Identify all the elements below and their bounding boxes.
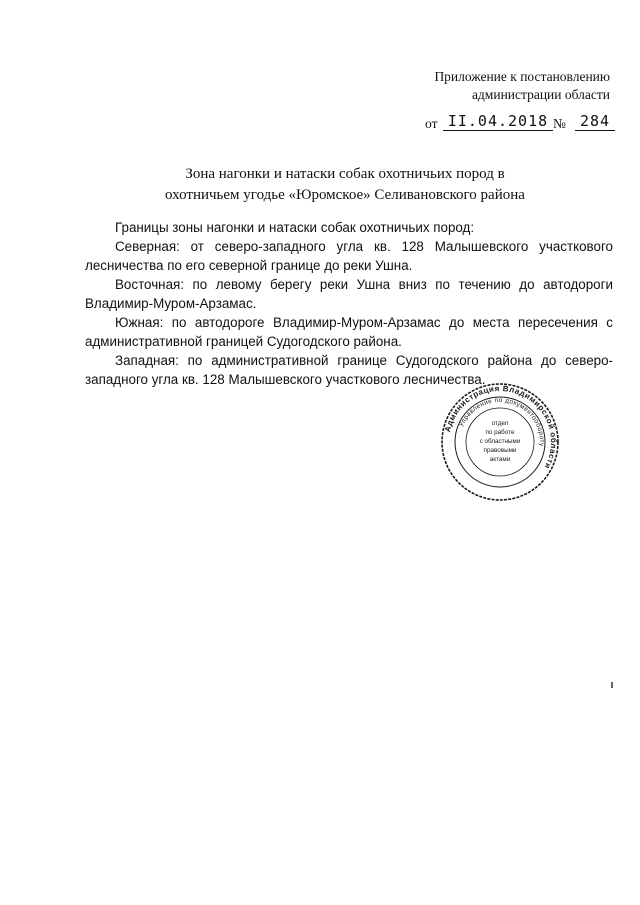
boundary-east: Восточная: по левому берегу реки Ушна вниз по течению до автодороги Владимир-Муром-Арзамас.	[85, 277, 613, 311]
boundary-west: Западная: по административной границе Судогодского района до северо-западного угла кв. 128 Малышевского участкового лесничества.	[85, 353, 613, 387]
document-number: 284	[575, 112, 615, 131]
stamp-center-line-3: с областными	[479, 438, 521, 445]
number-prefix: №	[553, 116, 566, 131]
title-line-2: охотничьем угодье «Юромское» Селивановского района	[165, 187, 525, 203]
document-body	[85, 218, 613, 389]
date-prefix: от	[425, 116, 438, 131]
document-title	[0, 164, 640, 206]
boundary-north: Северная: от северо-западного угла кв. 128 Малышевского участкового лесничества по его северной границе до реки Ушна.	[85, 239, 613, 273]
stamp-outer-text: Администрация Владимирской области	[443, 383, 559, 471]
scan-mark	[611, 682, 613, 688]
appendix-line-1: Приложение к постановлению	[434, 69, 610, 84]
appendix-line-2: администрации области	[471, 87, 610, 102]
title-line-1: Зона нагонки и натаски собак охотничьих пород в	[185, 166, 505, 182]
document-date: II.04.2018	[443, 112, 553, 131]
boundary-south: Южная: по автодороге Владимир-Муром-Арзамас до места пересечения с административной границей Судогодского района.	[85, 315, 613, 349]
stamp-inner-text: Управление по документообороту	[458, 396, 546, 447]
appendix-note	[434, 68, 610, 104]
official-stamp	[440, 382, 560, 502]
stamp-center-line-1: отдел	[491, 420, 509, 427]
stamp-center-line-4: правовыми	[483, 447, 517, 454]
stamp-center-line-5: актами	[489, 456, 511, 463]
stamp-center-line-2: по работе	[485, 429, 515, 436]
boundaries-intro: Границы зоны нагонки и натаски собак охотничьих пород:	[115, 220, 475, 235]
